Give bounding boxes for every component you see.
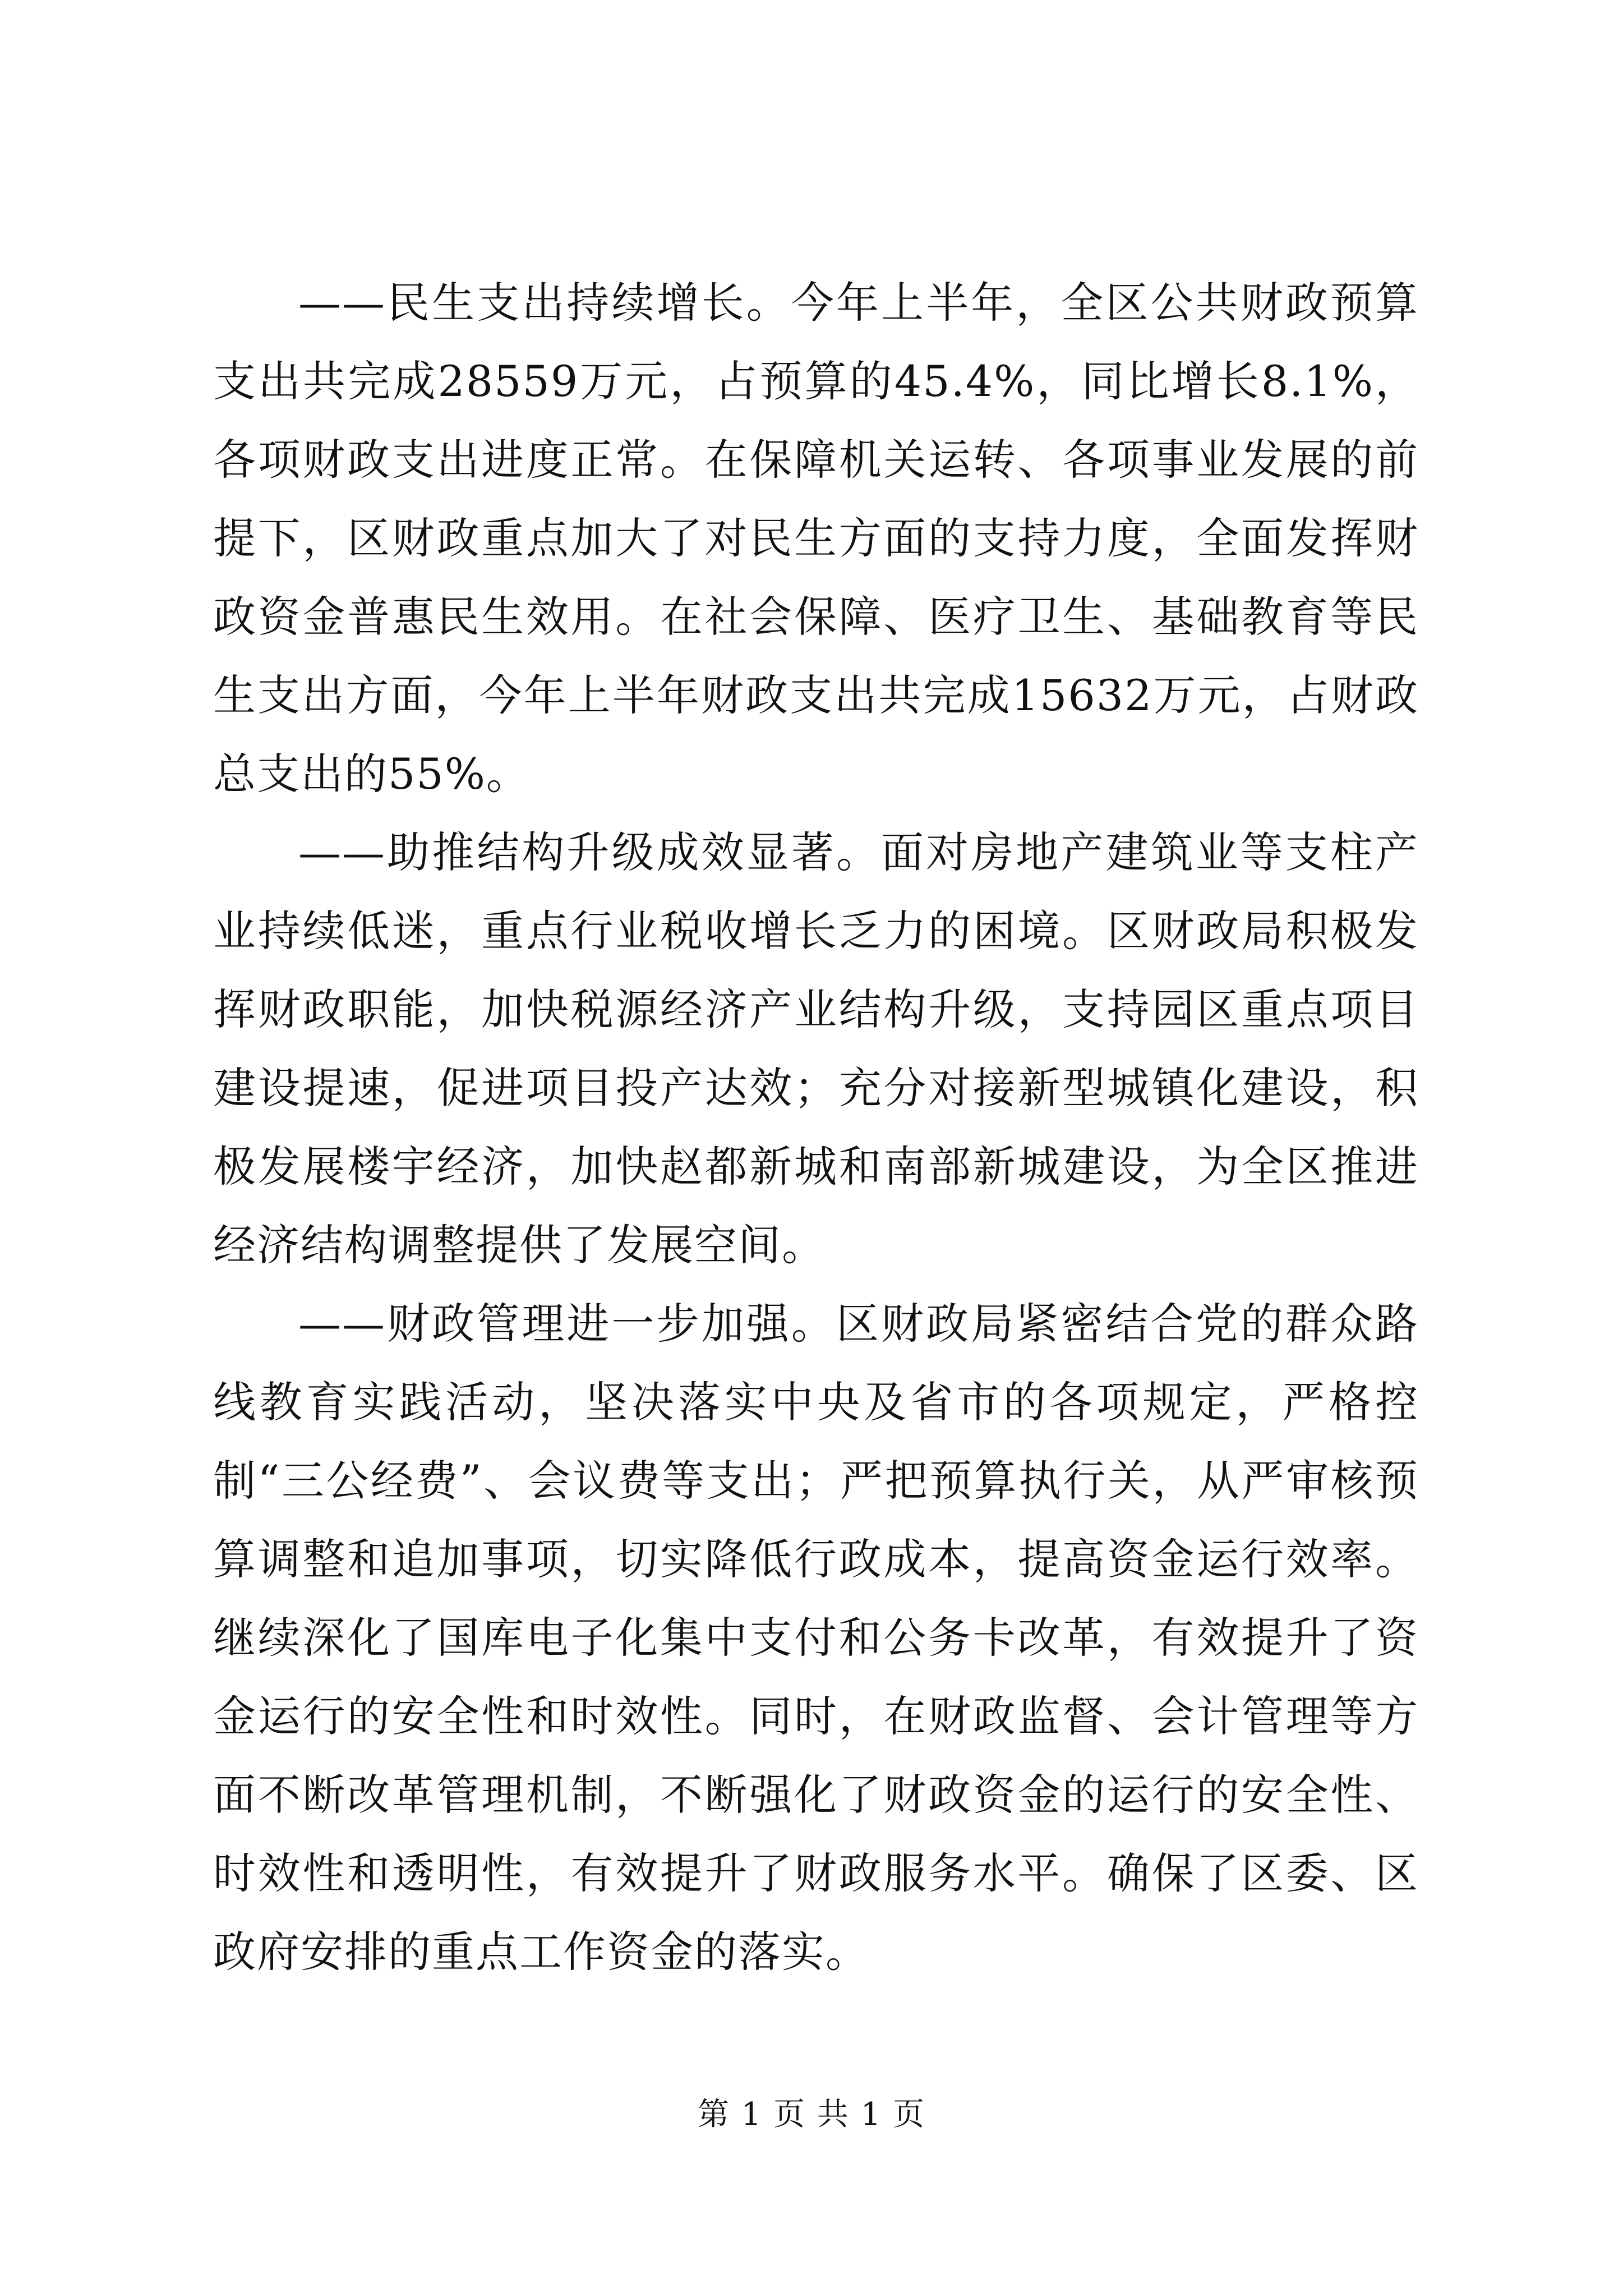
page-footer: 第 1 页 共 1 页 (697, 2096, 926, 2133)
paragraph-fiscal-management: ——财政管理进一步加强。区财政局紧密结合党的群众路线教育实践活动，坚决落实中央及省市的各项规定，严格控制“三公经费”、会议费等支出；严把预算执行关，从严审核预算调整和追加事项，切实降低行政成本，提高资金运行效率。继续深化了国库电子化集中支付和公务卡改革，有效提升了资金运行的安全性和时效性。同时，在财政监督、会计管理等方面不断改革管理机制，不断强化了财政资金的运行的安全性、时效性和透明性，有效提升了财政服务水平。确保了区委、区政府安排的重点工作资金的落实。 (213, 1299, 1419, 1977)
paragraph-structural-upgrade: ——助推结构升级成效显著。面对房地产建筑业等支柱产业持续低迷，重点行业税收增长乏力的困境。区财政局积极发挥财政职能，加快税源经济产业结构升级，支持园区重点项目建设提速，促进项目投产达效；充分对接新型城镇化建设，积极发展楼宇经济，加快赵都新城和南部新城建设，为全区推进经济结构调整提供了发展空间。 (213, 827, 1419, 1270)
document-body (213, 264, 1419, 1991)
paragraph-livelihood-spending: ——民生支出持续增长。今年上半年，全区公共财政预算支出共完成28559万元，占预算的45.4%，同比增长8.1%，各项财政支出进度正常。在保障机关运转、各项事业发展的前提下，区财政重点加大了对民生方面的支持力度，全面发挥财政资金普惠民生效用。在社会保障、医疗卫生、基础教育等民生支出方面，今年上半年财政支出共完成15632万元，占财政总支出的55%。 (213, 278, 1419, 799)
